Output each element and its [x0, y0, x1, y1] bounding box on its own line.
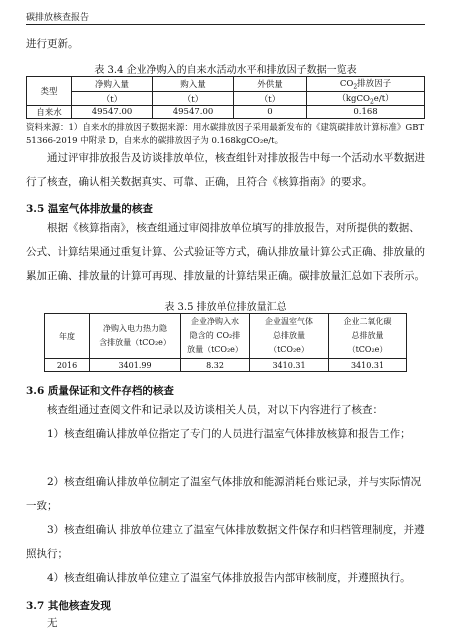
col-type-header: 类型 [27, 77, 72, 106]
cell-net: 49547.00 [72, 106, 153, 119]
cell-year: 2016 [45, 359, 90, 372]
cell-out: 0 [234, 106, 307, 119]
col-factor-header: $CO_2$排放因子 [307, 77, 425, 92]
cell-ghg-total: 3410.31 [250, 359, 329, 372]
col-out-header: 外供量 [234, 77, 307, 92]
source-note: 资料来源：1）自来水的排放因子数据来源：用水碳排放因子采用最新发布的《建筑碳排放计算标准》GBT 51366-2019 中附录 D，自来水的碳排放因子为 0.168kgCO₂e/t。 [26, 123, 425, 146]
cell-factor: 0.168 [307, 106, 425, 119]
col-factor-unit: （kgCO$_2$e/t） [307, 91, 425, 106]
paragraph-emission-review: 根据《核算指南》，核查组通过审阅排放单位填写的排放报告，对所提供的数据、公式、计算结果通过重复计算、公式验证等方式，确认排放量计算公式正确、排放量的累加正确、排放量的计算可再现、排放量的计算结果正确。碳排放量汇总如下表所示。 [26, 222, 425, 282]
paragraph-activity-review: 通过评审排放报告及访谈排放单位，核查组针对排放报告中每一个活动水平数据进行了核查，确认相关数据真实、可靠、正确，且符合《核算指南》的要求。 [26, 152, 425, 188]
table-3-4-caption: 表 3.4 企业净购入的自来水活动水平和排放因子数据一览表 [94, 65, 357, 76]
col-electricity-header: 净购入电力热力隐 含排放量（tCO₂e） [90, 314, 181, 359]
col-buy-header: 购入量 [153, 77, 234, 92]
table-3-4 [26, 76, 425, 119]
col-water-header: 企业净购入水 隐含的 CO₂排 放量（tCO₂e） [181, 314, 250, 359]
table-3-5 [44, 313, 407, 372]
section-3-6-title: 3.6 质量保证和文件存档的核查 [26, 385, 174, 397]
table-3-5-caption: 表 3.5 排放单位排放量汇总 [164, 302, 287, 313]
qa-item-1: 1）核查组确认排放单位指定了专门的人员进行温室气体排放核算和报告工作； [47, 428, 411, 440]
other-findings-text: 无 [47, 617, 58, 629]
header-rule [26, 24, 425, 25]
col-ghg-total-header: 企业温室气体 总排放量 （tCO₂e） [250, 314, 329, 359]
paragraph-qa-intro: 核查组通过查阅文件和记录以及访谈相关人员，对以下内容进行了核查： [47, 404, 383, 416]
intro-line: 进行更新。 [26, 38, 79, 50]
col-net-header: 净购入量 [72, 77, 153, 92]
col-year-header: 年度 [45, 314, 90, 359]
col-out-unit: （t） [234, 91, 307, 106]
cell-water: 8.32 [181, 359, 250, 372]
qa-item-2: 2）核查组确认排放单位制定了温室气体排放和能源消耗台账记录，并与实际情况一致； [26, 476, 422, 512]
cell-electricity: 3401.99 [90, 359, 181, 372]
col-co2-total-header: 企业二氧化碳 总排放量 （tCO₂e） [329, 314, 407, 359]
cell-type: 自来水 [27, 106, 72, 119]
col-net-unit: （t） [72, 91, 153, 106]
cell-co2-total: 3410.31 [329, 359, 407, 372]
qa-item-3: 3）核查组确认 排放单位建立了温室气体排放数据文件保存和归档管理制度，并遵照执行； [26, 524, 425, 560]
running-header: 碳排放核查报告 [26, 13, 90, 23]
qa-item-4: 4）核查组确认排放单位建立了温室气体排放报告内部审核制度，并遵照执行。 [47, 572, 411, 584]
cell-buy: 49547.00 [153, 106, 234, 119]
col-buy-unit: （t） [153, 91, 234, 106]
section-3-7-title: 3.7 其他核查发现 [26, 600, 111, 612]
section-3-5-title: 3.5 温室气体排放量的核查 [26, 203, 153, 215]
